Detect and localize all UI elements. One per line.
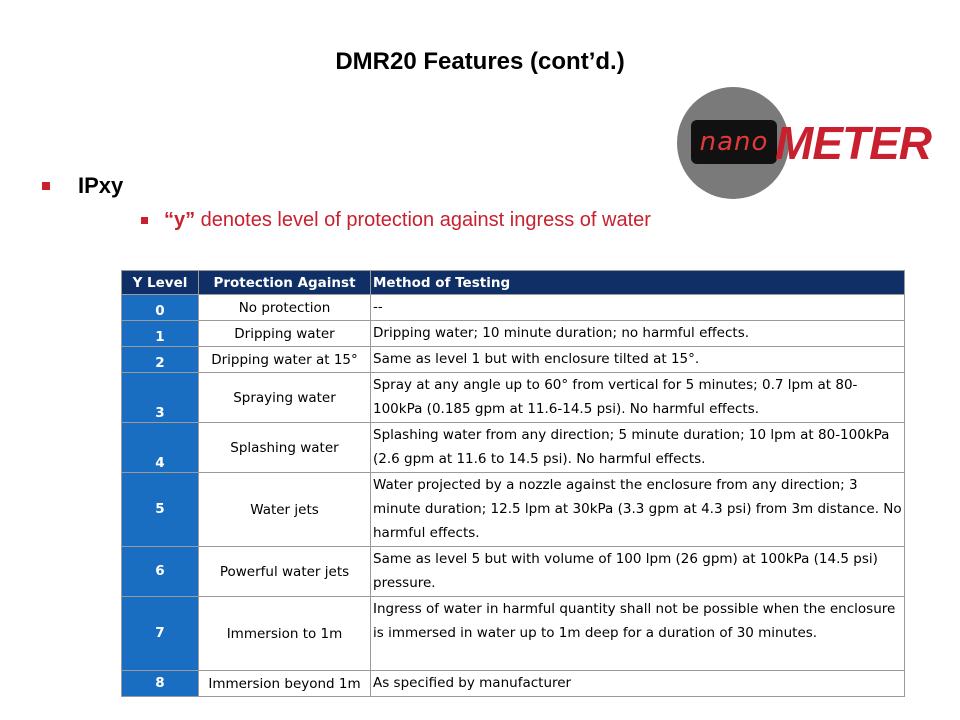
header-method-of-testing: Method of Testing [371,271,905,295]
method-cell: -- [371,295,905,321]
logo-display: nano [691,120,777,164]
protection-cell: Powerful water jets [199,547,371,597]
protection-cell: Water jets [199,473,371,547]
bullet-y-text [164,209,651,232]
protection-cell: Spraying water [199,373,371,423]
protection-cell: Immersion to 1m [199,597,371,671]
method-cell: Water projected by a nozzle against the enclosure from any direction; 3 minute duration; 12.5 lpm at 30kPa (3.3 gpm at 4.3 psi) from 3m distance. No harmful effects. [371,473,905,547]
method-cell: Splashing water from any direction; 5 minute duration; 10 lpm at 80-100kPa (2.6 gpm at 11.6 to 14.5 psi). No harmful effects. [371,423,905,473]
table-row [122,671,905,697]
bullet-y-description [141,205,651,235]
protection-cell: Dripping water at 15° [199,347,371,373]
slide-title: DMR20 Features (cont’d.) [335,48,625,75]
y-level-cell: 1 [122,321,199,347]
table-row [122,547,905,597]
method-cell: Same as level 5 but with volume of 100 lpm (26 gpm) at 100kPa (14.5 psi) pressure. [371,547,905,597]
bullet-ipxy [42,171,123,201]
protection-cell: No protection [199,295,371,321]
nanometer-logo [677,87,931,199]
header-protection-against: Protection Against [199,271,371,295]
table-row [122,347,905,373]
y-level-cell: 3 [122,373,199,423]
table-row [122,473,905,547]
square-bullet-icon [141,217,148,224]
logo-wordmark: METER [775,117,931,169]
y-level-cell: 6 [122,547,199,597]
table-row [122,373,905,423]
protection-cell: Splashing water [199,423,371,473]
protection-cell: Immersion beyond 1m [199,671,371,697]
y-level-cell: 5 [122,473,199,547]
y-level-cell: 8 [122,671,199,697]
method-cell: Same as level 1 but with enclosure tilted at 15°. [371,347,905,373]
table-row [122,597,905,671]
y-level-cell: 2 [122,347,199,373]
bullet-y-rest: denotes level of protection against ingress of water [195,208,651,231]
table-header-row [122,271,905,295]
method-cell: Ingress of water in harmful quantity shall not be possible when the enclosure is immersed in water up to 1m deep for a duration of 30 minutes. [371,597,905,671]
y-level-cell: 0 [122,295,199,321]
method-cell: As specified by manufacturer [371,671,905,697]
header-y-level: Y Level [122,271,199,295]
table-row [122,295,905,321]
square-bullet-icon [42,182,50,190]
y-level-cell: 4 [122,423,199,473]
water-protection-table [121,270,905,697]
table-row [122,423,905,473]
y-level-cell: 7 [122,597,199,671]
table-row [122,321,905,347]
bullet-ipxy-text: IPxy [78,173,124,198]
bullet-y-quote: “y” [164,208,196,231]
protection-cell: Dripping water [199,321,371,347]
method-cell: Dripping water; 10 minute duration; no harmful effects. [371,321,905,347]
method-cell: Spray at any angle up to 60° from vertical for 5 minutes; 0.7 lpm at 80-100kPa (0.185 gpm at 11.6-14.5 psi). No harmful effects. [371,373,905,423]
